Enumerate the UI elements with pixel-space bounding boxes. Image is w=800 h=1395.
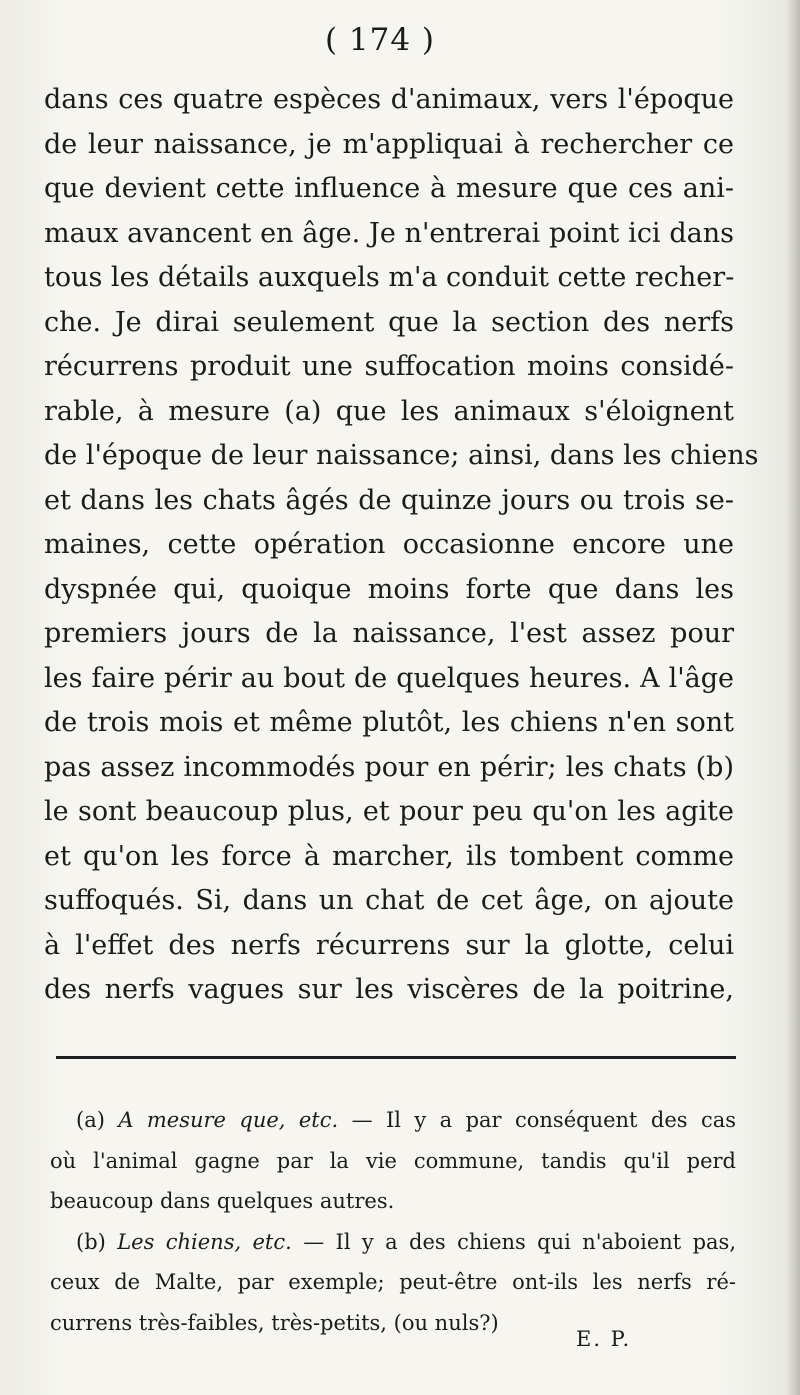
text-line: à l'effet des nerfs récurrens sur la glotte, celui [44, 929, 734, 961]
footnote-b-etc: , etc. [234, 1229, 292, 1254]
text-line: des nerfs vagues sur les viscères de la poitrine, [44, 974, 734, 1005]
text-line: le sont beaucoup plus, et pour peu qu'on les agite [44, 796, 734, 827]
footnote-a-line [50, 1100, 736, 1141]
footnote-b-lemma: Les chiens [117, 1229, 235, 1254]
text-line: de leur naissance, je m'appliquai à rechercher ce [44, 128, 734, 160]
text-line: che. Je dirai seulement que la section des nerfs [44, 306, 734, 338]
text-line: pas assez incommodés pour en périr; les chats (b) [44, 751, 734, 783]
text-line: premiers jours de la naissance, l'est assez pour [44, 618, 734, 649]
footnote-a-line: où l'animal gagne par la vie commune, tandis qu'il perd [50, 1148, 736, 1173]
text-line: que devient cette influence à mesure que ces ani- [44, 173, 734, 204]
main-text [44, 78, 759, 1013]
text-line: dans ces quatre espèces d'animaux, vers l'époque [44, 84, 734, 115]
footnote-b-text: — Il y a des chiens qui n'aboient pas, [291, 1229, 737, 1254]
signature-initials: E. P. [576, 1327, 632, 1351]
text-line: de l'époque de leur naissance; ainsi, dans les chiens [44, 440, 759, 471]
footnote-a-text: — Il y a par conséquent des cas [338, 1108, 736, 1132]
text-line: et qu'on les force à marcher, ils tombent comme [44, 840, 734, 872]
text-line: maines, cette opération occasionne encore une [44, 529, 734, 560]
footnote-separator-rule [56, 1056, 736, 1059]
footnote-b-marker: (b) [76, 1229, 106, 1254]
footnote-b-line [50, 1222, 736, 1263]
footnote-a-line: beaucoup dans quelques autres. [50, 1189, 395, 1213]
footnotes [50, 1100, 736, 1343]
text-line: maux avancent en âge. Je n'entrerai point ici dans [44, 217, 734, 249]
footnote-a-etc: , etc. [278, 1108, 339, 1132]
footnote-b-line: ceux de Malte, par exemple; peut-être ont-ils les nerfs ré- [50, 1270, 736, 1294]
page-edge-shadow [786, 0, 800, 1395]
text-line: de trois mois et même plutôt, les chiens n'en sont [44, 707, 734, 738]
text-line: rable, à mesure (a) que les animaux s'éloignent [44, 395, 734, 427]
text-line: les faire périr au bout de quelques heures. A l'âge [44, 662, 734, 694]
text-line: suffoqués. Si, dans un chat de cet âge, on ajoute [44, 885, 734, 916]
text-line: et dans les chats âgés de quinze jours ou trois se- [44, 484, 734, 516]
text-line: dyspnée qui, quoique moins forte que dans les [44, 573, 734, 605]
footnote-a-marker: (a) [76, 1108, 105, 1132]
page-number: ( 174 ) [324, 22, 436, 58]
text-line: récurrens produit une suffocation moins considé- [44, 351, 734, 382]
text-line: tous les détails auxquels m'a conduit cette recher- [44, 262, 735, 293]
footnote-b-line: currens très-faibles, très-petits, (ou nuls?) [50, 1310, 499, 1335]
footnote-a-lemma: A mesure que [118, 1108, 279, 1132]
